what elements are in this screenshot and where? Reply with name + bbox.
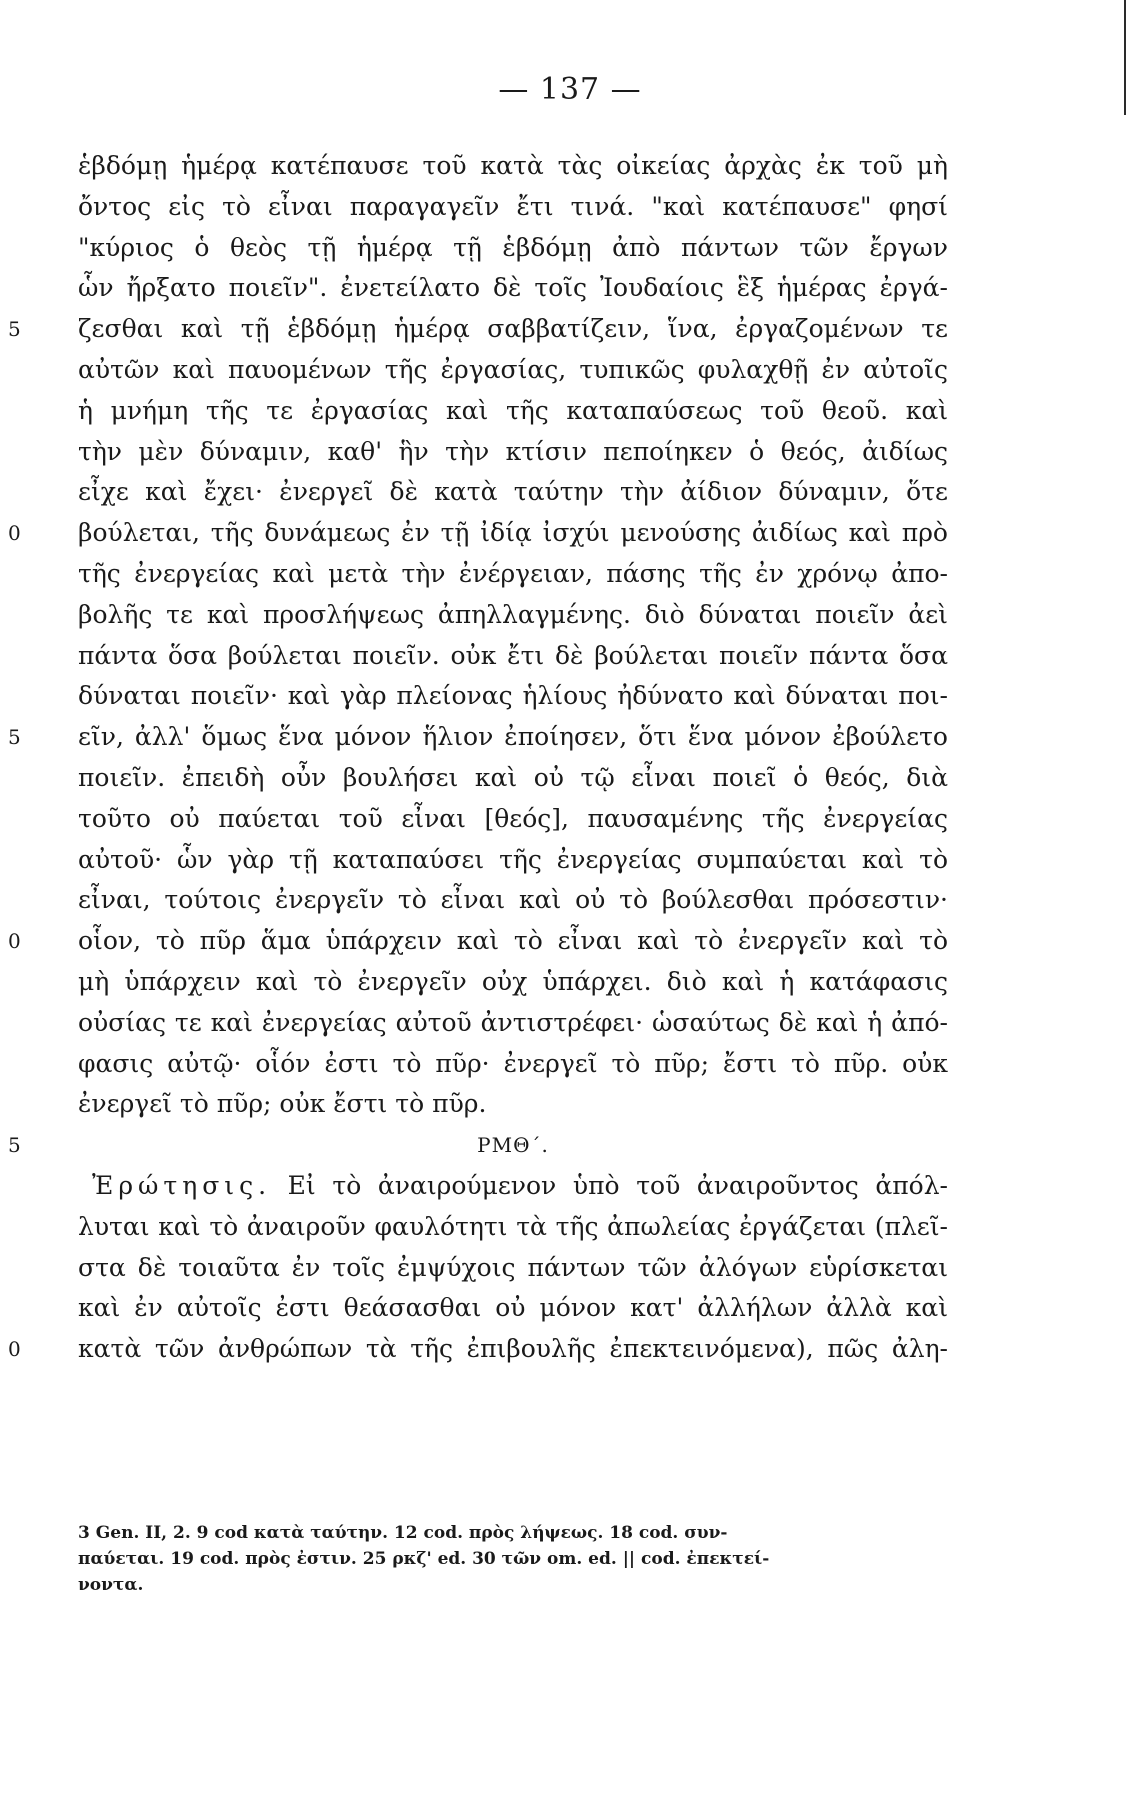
main-text — [8, 146, 948, 1370]
line-text: μὴ ὑπάρχειν καὶ τὸ ἐνεργεῖν οὐχ ὑπάρχει. διὸ καὶ ἡ κατάφασις — [78, 966, 948, 996]
line-number: 5 — [8, 1133, 22, 1158]
line-text: εἶναι, τούτοις ἐνεργεῖν τὸ εἶναι καὶ οὐ τὸ βούλεσθαι πρόσεστιν· — [78, 885, 948, 915]
line-text: ὄντος εἰς τὸ εἶναι παραγαγεῖν ἔτι τινά. "καὶ κατέπαυσε" φησί — [78, 191, 948, 221]
section-heading — [8, 1125, 948, 1166]
text-line — [78, 1084, 948, 1125]
text-line — [8, 717, 948, 758]
text-line — [8, 513, 948, 554]
text-line — [8, 921, 948, 962]
text-line — [78, 554, 948, 595]
text-line — [78, 187, 948, 228]
line-text: φασις αὐτῷ· οἷόν ἐστι τὸ πῦρ· ἐνεργεῖ τὸ πῦρ; ἔστι τὸ πῦρ. οὐκ — [78, 1048, 948, 1078]
text-line — [78, 350, 948, 391]
line-text: ΡΜΘ΄. — [477, 1133, 549, 1158]
line-text: τῆς ἐνεργείας καὶ μετὰ τὴν ἐνέργειαν, πάσης τῆς ἐν χρόνῳ ἀπο- — [78, 558, 948, 588]
line-text: ὧν ἤρξατο ποιεῖν". ἐνετείλατο δὲ τοῖς Ἰουδαίοις ἓξ ἡμέρας ἐργά- — [78, 273, 948, 303]
line-text: δύναται ποιεῖν· καὶ γὰρ πλείονας ἡλίους ἠδύνατο καὶ δύναται ποι- — [78, 681, 948, 711]
text-line — [78, 391, 948, 432]
line-number: 0 — [8, 929, 21, 954]
text-line — [78, 840, 948, 881]
line-text: τοῦτο οὐ παύεται τοῦ εἶναι [θεός], παυσαμένης τῆς ἐνεργείας — [78, 803, 948, 833]
text-line — [8, 309, 948, 350]
footnotes — [78, 1520, 948, 1598]
text-line — [78, 1207, 948, 1248]
text-line — [78, 432, 948, 473]
line-text: βολῆς τε καὶ προσλήψεως ἀπηλλαγμένης. διὸ δύναται ποιεῖν ἀεὶ — [78, 599, 948, 629]
text-line — [78, 1248, 948, 1289]
page-number: — 137 — — [498, 72, 642, 107]
text-line — [78, 636, 948, 677]
text-line — [78, 146, 948, 187]
line-text: βούλεται, τῆς δυνάμεως ἐν τῇ ἰδίᾳ ἰσχύι μενούσης ἀιδίως καὶ πρὸ — [78, 518, 948, 548]
line-text: λυται καὶ τὸ ἀναιροῦν φαυλότητι τὰ τῆς ἀπωλείας ἐργάζεται (πλεῖ- — [78, 1211, 948, 1241]
text-line — [78, 268, 948, 309]
line-text: οἷον, τὸ πῦρ ἅμα ὑπάρχειν καὶ τὸ εἶναι καὶ τὸ ἐνεργεῖν καὶ τὸ — [78, 926, 948, 956]
text-line — [78, 962, 948, 1003]
line-text: εἶχε καὶ ἔχει· ἐνεργεῖ δὲ κατὰ ταύτην τὴν ἀίδιον δύναμιν, ὅτε — [78, 477, 948, 507]
question-label: Ἐρώτησις. — [92, 1170, 272, 1200]
line-text: οὐσίας τε καὶ ἐνεργείας αὐτοῦ ἀντιστρέφει· ὡσαύτως δὲ καὶ ἡ ἀπό- — [78, 1007, 948, 1037]
line-text: τὴν μὲν δύναμιν, καθ' ἣν τὴν κτίσιν πεποίηκεν ὁ θεός, ἀιδίως — [78, 436, 948, 466]
text-line — [78, 880, 948, 921]
line-number: 0 — [8, 1337, 21, 1362]
line-text: αὐτῶν καὶ παυομένων τῆς ἐργασίας, τυπικῶς φυλαχθῇ ἐν αὐτοῖς — [78, 354, 948, 384]
footnote-line: νοντα. — [78, 1575, 144, 1595]
line-text: καὶ ἐν αὐτοῖς ἐστι θεάσασθαι οὐ μόνον κατ' ἀλλήλων ἀλλὰ καὶ — [78, 1293, 948, 1323]
line-text: "κύριος ὁ θεὸς τῇ ἡμέρᾳ τῇ ἑβδόμῃ ἀπὸ πάντων τῶν ἔργων — [78, 232, 948, 262]
line-text: αὐτοῦ· ὧν γὰρ τῇ καταπαύσει τῆς ἐνεργείας συμπαύεται καὶ τὸ — [78, 844, 948, 874]
line-text: ἡ μνήμη τῆς τε ἐργασίας καὶ τῆς καταπαύσεως τοῦ θεοῦ. καὶ — [78, 395, 948, 425]
line-number: 5 — [8, 317, 21, 342]
line-text: ἑβδόμῃ ἡμέρᾳ κατέπαυσε τοῦ κατὰ τὰς οἰκείας ἀρχὰς ἐκ τοῦ μὴ — [78, 151, 948, 180]
line-text: εῖν, ἀλλ' ὅμως ἕνα μόνον ἥλιον ἐποίησεν, ὅτι ἕνα μόνον ἐβούλετο — [78, 722, 948, 752]
line-text: ποιεῖν. ἐπειδὴ οὖν βουλήσει καὶ οὐ τῷ εἶναι ποιεῖ ὁ θεός, διὰ — [78, 762, 948, 792]
line-text: ζεσθαι καὶ τῇ ἑβδόμῃ ἡμέρᾳ σαββατίζειν, ἵνα, ἐργαζομένων τε — [78, 314, 948, 344]
text-line — [78, 595, 948, 636]
text-line — [78, 799, 948, 840]
text-line — [78, 472, 948, 513]
footnote-line: 3 Gen. II, 2. 9 cod κατὰ ταύτην. 12 cod. πρὸς λήψεως. 18 cod. συν- — [78, 1523, 728, 1543]
text-line — [78, 1044, 948, 1085]
line-text: ἐνεργεῖ τὸ πῦρ; οὐκ ἔστι τὸ πῦρ. — [78, 1089, 487, 1119]
line-text: Εἰ τὸ ἀναιρούμενον ὑπὸ τοῦ ἀναιροῦντος ἀπόλ- — [271, 1170, 948, 1200]
text-line — [78, 758, 948, 799]
text-line — [78, 676, 948, 717]
line-number: 5 — [8, 725, 21, 750]
text-line — [8, 1329, 948, 1370]
line-text: στα δὲ τοιαῦτα ἐν τοῖς ἐμψύχοις πάντων τῶν ἀλόγων εὑρίσκεται — [78, 1252, 948, 1282]
text-line — [78, 1166, 948, 1207]
footnote-line: παύεται. 19 cod. πρὸς ἐστιν. 25 ρκζ' ed. 30 τῶν om. ed. || cod. ἐπεκτεί- — [78, 1549, 770, 1569]
line-number: 0 — [8, 521, 21, 546]
text-line — [78, 1003, 948, 1044]
line-text: κατὰ τῶν ἀνθρώπων τὰ τῆς ἐπιβουλῆς ἐπεκτεινόμενα), πῶς ἀλη- — [78, 1334, 948, 1364]
text-line — [78, 1288, 948, 1329]
text-line — [78, 228, 948, 269]
line-text: πάντα ὅσα βούλεται ποιεῖν. οὐκ ἔτι δὲ βούλεται ποιεῖν πάντα ὅσα — [78, 640, 948, 670]
